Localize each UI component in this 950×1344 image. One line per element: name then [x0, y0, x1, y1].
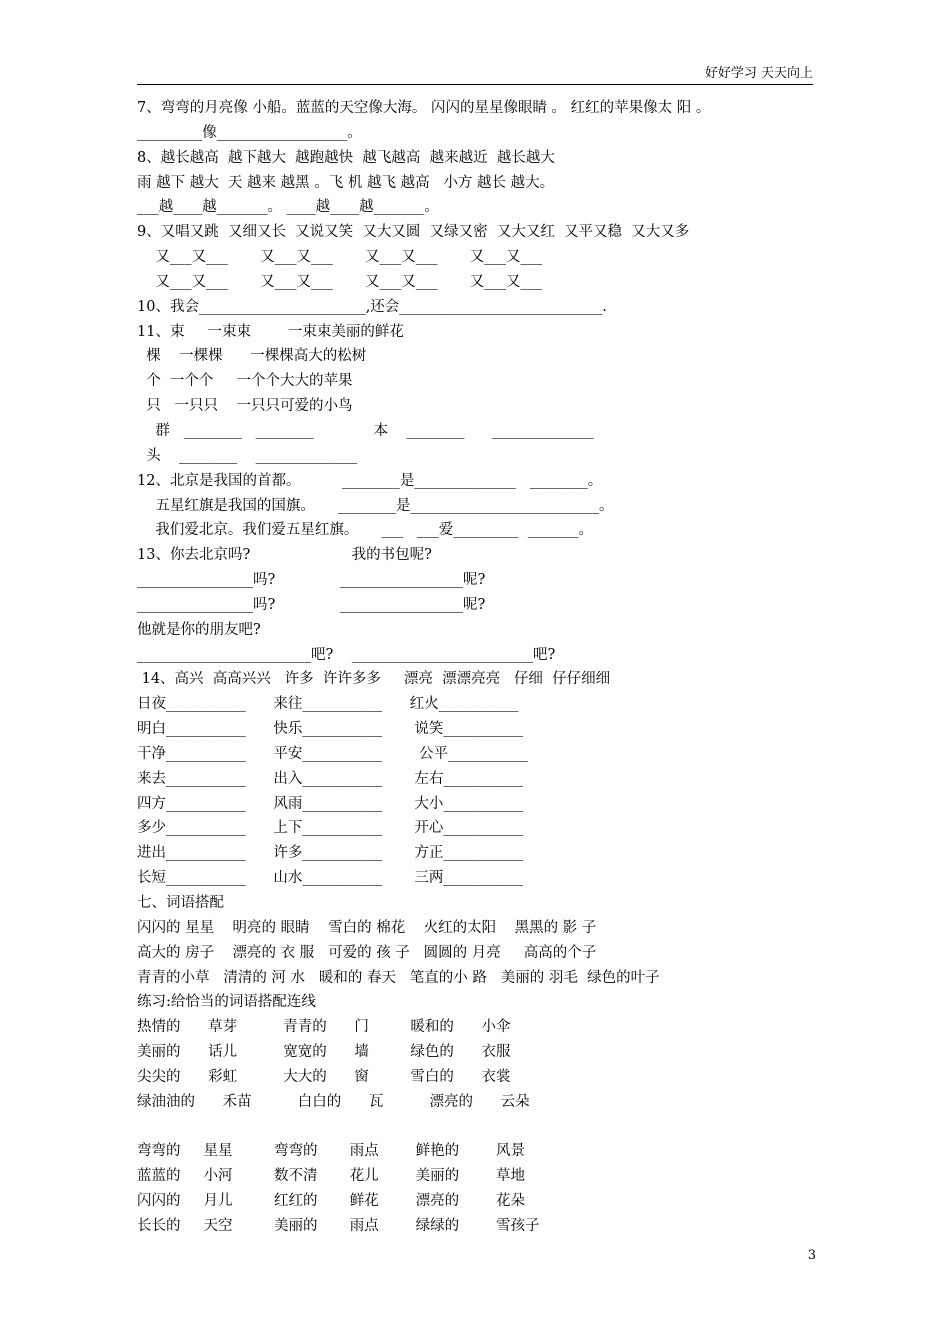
text-line: 又___又___ 又___又___ 又___又___ 又___又___ — [137, 273, 543, 290]
text-line: 又___又___ 又___又___ 又___又___ 又___又___ — [137, 249, 543, 266]
text-line: 青青的小草 清清的 河 水 暖和的 春天 笔直的小 路 美丽的 羽毛 绿色的叶子 — [137, 969, 660, 986]
text-line: 雨 越下 越大 天 越来 越黑 。飞 机 越飞 越高 小方 越长 越大。 — [137, 174, 555, 191]
section-heading: 七、词语搭配 — [137, 895, 224, 911]
text-line: 13、你去北京吗? 我的书包呢? — [137, 547, 432, 564]
text-line: 尖尖的 彩虹 大大的 窗 雪白的 衣裳 — [137, 1068, 511, 1085]
text-line: 弯弯的 星星 弯弯的 雨点 鲜艳的 风景 — [137, 1143, 526, 1160]
text-line: 明白___________ 快乐___________ 说笑___________ — [137, 721, 524, 738]
text-line: 10、我会_______________________,还会____________________________. — [137, 298, 607, 315]
text-line: 7、弯弯的月亮像 小船。蓝蓝的天空像大海。 闪闪的星星像眼睛 。 红红的苹果像太 阳 。 — [137, 100, 711, 116]
worksheet-body — [137, 96, 827, 1239]
text-line: 闪闪的 星星 明亮的 眼睛 雪白的 棉花 火红的太阳 黑黑的 影 子 — [137, 919, 597, 936]
text-line: 只 一只只 一只只可爱的小鸟 — [137, 398, 353, 415]
text-line: 美丽的 话儿 宽宽的 墙 绿色的 衣服 — [137, 1044, 511, 1061]
text-line: 个 一个个 一个个大大的苹果 — [137, 373, 353, 390]
text-line: 高大的 房子 漂亮的 衣 服 可爱的 孩 子 圆圆的 月亮 高高的个子 — [137, 944, 597, 961]
text-line: 群 ________ ________ 本 ________ ______________ — [137, 422, 594, 439]
text-line: 9、又唱又跳 又细又长 又说又笑 又大又圆 又绿又密 又大又红 又平又稳 又大又多 — [137, 224, 690, 241]
text-line: 14、高兴 高高兴兴 许多 许许多多 漂亮 漂漂亮亮 仔细 仔仔细细 — [137, 671, 611, 688]
page-header: 好好学习 天天向上 — [137, 66, 813, 85]
text-line: ___越____越_______。 ____越____越_______。 — [137, 199, 439, 216]
text-line: ________________吗? _________________呢? — [137, 572, 486, 589]
text-line: 干净___________ 平安___________ 公平___________ — [137, 745, 528, 762]
text-line: 他就是你的朋友吧? — [137, 621, 261, 638]
text-line: 日夜___________ 来往___________ 红火___________ — [137, 696, 519, 713]
text-line: 进出___________ 许多___________ 方正___________ — [137, 845, 524, 862]
text-line: 五星红旗是我国的国旗。 ________是__________________________。 — [137, 497, 614, 514]
text-line: 12、北京是我国的首都。 ________是______________ ________。 — [137, 472, 603, 489]
text-line: 绿油油的 禾苗 白白的 瓦 漂亮的 云朵 — [137, 1093, 530, 1110]
blank-line — [137, 1115, 827, 1140]
text-line: 长短___________ 山水___________ 三两___________ — [137, 870, 524, 887]
text-line: 闪闪的 月儿 红红的 鲜花 漂亮的 花朵 — [137, 1193, 526, 1210]
text-line: 四方___________ 风雨___________ 大小___________ — [137, 795, 524, 812]
text-line: 11、束 一束束 一束束美丽的鲜花 — [137, 323, 404, 340]
text-line: 头 ________ ______________ — [137, 447, 358, 464]
page-number: 3 — [807, 1248, 816, 1263]
text-line: 来去___________ 出入___________ 左右___________ — [137, 770, 524, 787]
text-line: 热情的 草芽 青青的 门 暖和的 小伞 — [137, 1019, 511, 1036]
text-line: ________________吗? _________________呢? — [137, 596, 486, 613]
text-line: 8、越长越高 越下越大 越跑越快 越飞越高 越来越近 越长越大 — [137, 149, 555, 166]
exercise-heading: 练习:给恰当的词语搭配连线 — [137, 994, 316, 1011]
text-line: _________像__________________。 — [137, 124, 362, 141]
text-line: 棵 一棵棵 一棵棵高大的松树 — [137, 348, 367, 365]
text-line: 我们爱北京。我们爱五星红旗。 ___ ___爱_________ _______。 — [137, 522, 594, 539]
text-line: 多少___________ 上下___________ 开心___________ — [137, 820, 524, 837]
text-line: ________________________吧? _________________________吧? — [137, 646, 556, 663]
text-line: 长长的 天空 美丽的 雨点 绿绿的 雪孩子 — [137, 1217, 540, 1234]
text-line: 蓝蓝的 小河 数不清 花儿 美丽的 草地 — [137, 1168, 526, 1185]
